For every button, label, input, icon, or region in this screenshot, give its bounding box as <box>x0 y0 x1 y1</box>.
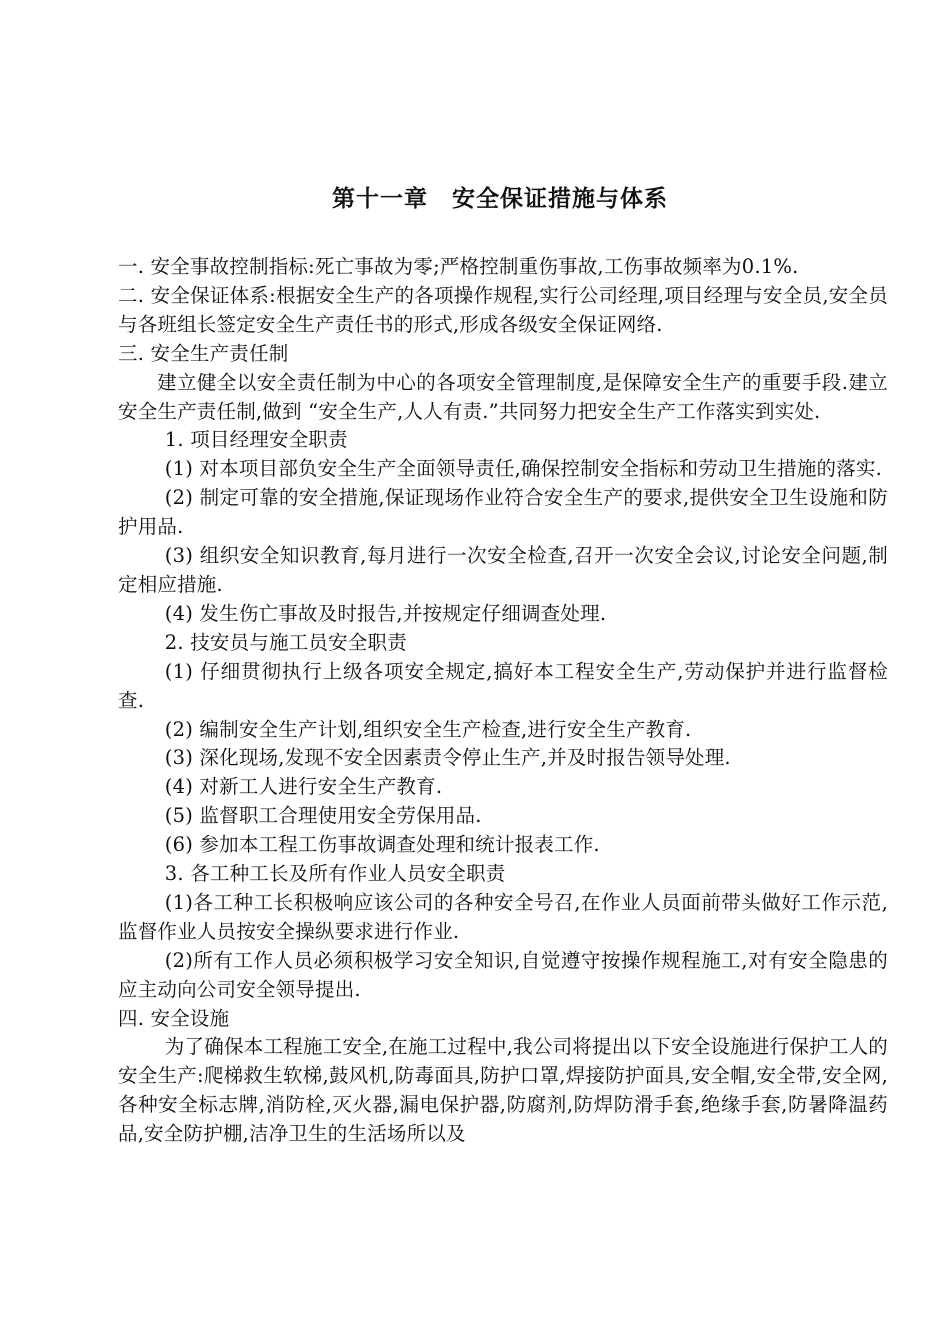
list-item: (3) 组织安全知识教育,每月进行一次安全检查,召开一次安全会议,讨论安全问题,制定相应措施. <box>118 544 888 596</box>
subsection-heading: 1. 项目经理安全职责 <box>164 428 348 452</box>
list-item: (1)各工种工长积极响应该公司的各种安全号召,在作业人员面前带头做好工作示范,监督作业人员按安全操纵要求进行作业. <box>118 890 888 943</box>
subsection-heading: 3. 各工种工长及所有作业人员安全职责 <box>164 862 506 886</box>
paragraph: 为了确保本工程施工安全,在施工过程中,我公司将提出以下安全设施进行保护工人的安全生产:爬梯救生软梯,鼓风机,防毒面具,防护口罩,焊接防护面具,安全帽,安全带,安全网,各种安全标志牌,消防栓,灭火器,漏电保护器,防腐剂,防焊防滑手套,绝缘手套,防暑降温药品,安全防护棚,洁净卫生的生活场所以及 <box>118 1035 888 1146</box>
list-item: (3) 深化现场,发现不安全因素责令停止生产,并及时报告领导处理. <box>164 746 731 770</box>
list-item: (1) 仔细贯彻执行上级各项安全规定,搞好本工程安全生产,劳动保护并进行监督检查. <box>118 659 888 712</box>
subsection-heading: 2. 技安员与施工员安全职责 <box>164 630 407 654</box>
document-body <box>118 253 888 1149</box>
paragraph: 建立健全以安全责任制为中心的各项安全管理制度,是保障安全生产的重要手段.建立安全生产责任制,做到 “安全生产,人人有责.”共同努力把安全生产工作落实到实处. <box>118 370 888 423</box>
list-item: (4) 对新工人进行安全生产教育. <box>164 775 443 799</box>
list-item: (2) 制定可靠的安全措施,保证现场作业符合安全生产的要求,提供安全卫生设施和防护用品. <box>118 486 888 539</box>
paragraph: 二. 安全保证体系:根据安全生产的各项操作规程,实行公司经理,项目经理与安全员,安全员与各班组长签定安全生产责任书的形式,形成各级安全保证网络. <box>118 283 888 336</box>
list-item: (2)所有工作人员必须积极学习安全知识,自觉遵守按操作规程施工,对有安全隐患的应主动向公司安全领导提出. <box>118 948 888 1001</box>
list-item: (6) 参加本工程工伤事故调查处理和统计报表工作. <box>164 833 600 857</box>
section-heading: 三. 安全生产责任制 <box>118 341 289 365</box>
paragraph: 一. 安全事故控制指标:死亡事故为零;严格控制重伤事故,工伤事故频率为0.1%. <box>118 255 799 278</box>
list-item: (1) 对本项目部负安全生产全面领导责任,确保控制安全指标和劳动卫生措施的落实. <box>164 457 883 481</box>
list-item: (4) 发生伤亡事故及时报告,并按规定仔细调查处理. <box>164 601 607 625</box>
section-heading: 四. 安全设施 <box>118 1006 230 1030</box>
list-item: (5) 监督职工合理使用安全劳保用品. <box>164 804 482 828</box>
list-item: (2) 编制安全生产计划,组织安全生产检查,进行安全生产教育. <box>164 717 692 741</box>
chapter-title: 第十一章 安全保证措施与体系 <box>332 186 668 212</box>
